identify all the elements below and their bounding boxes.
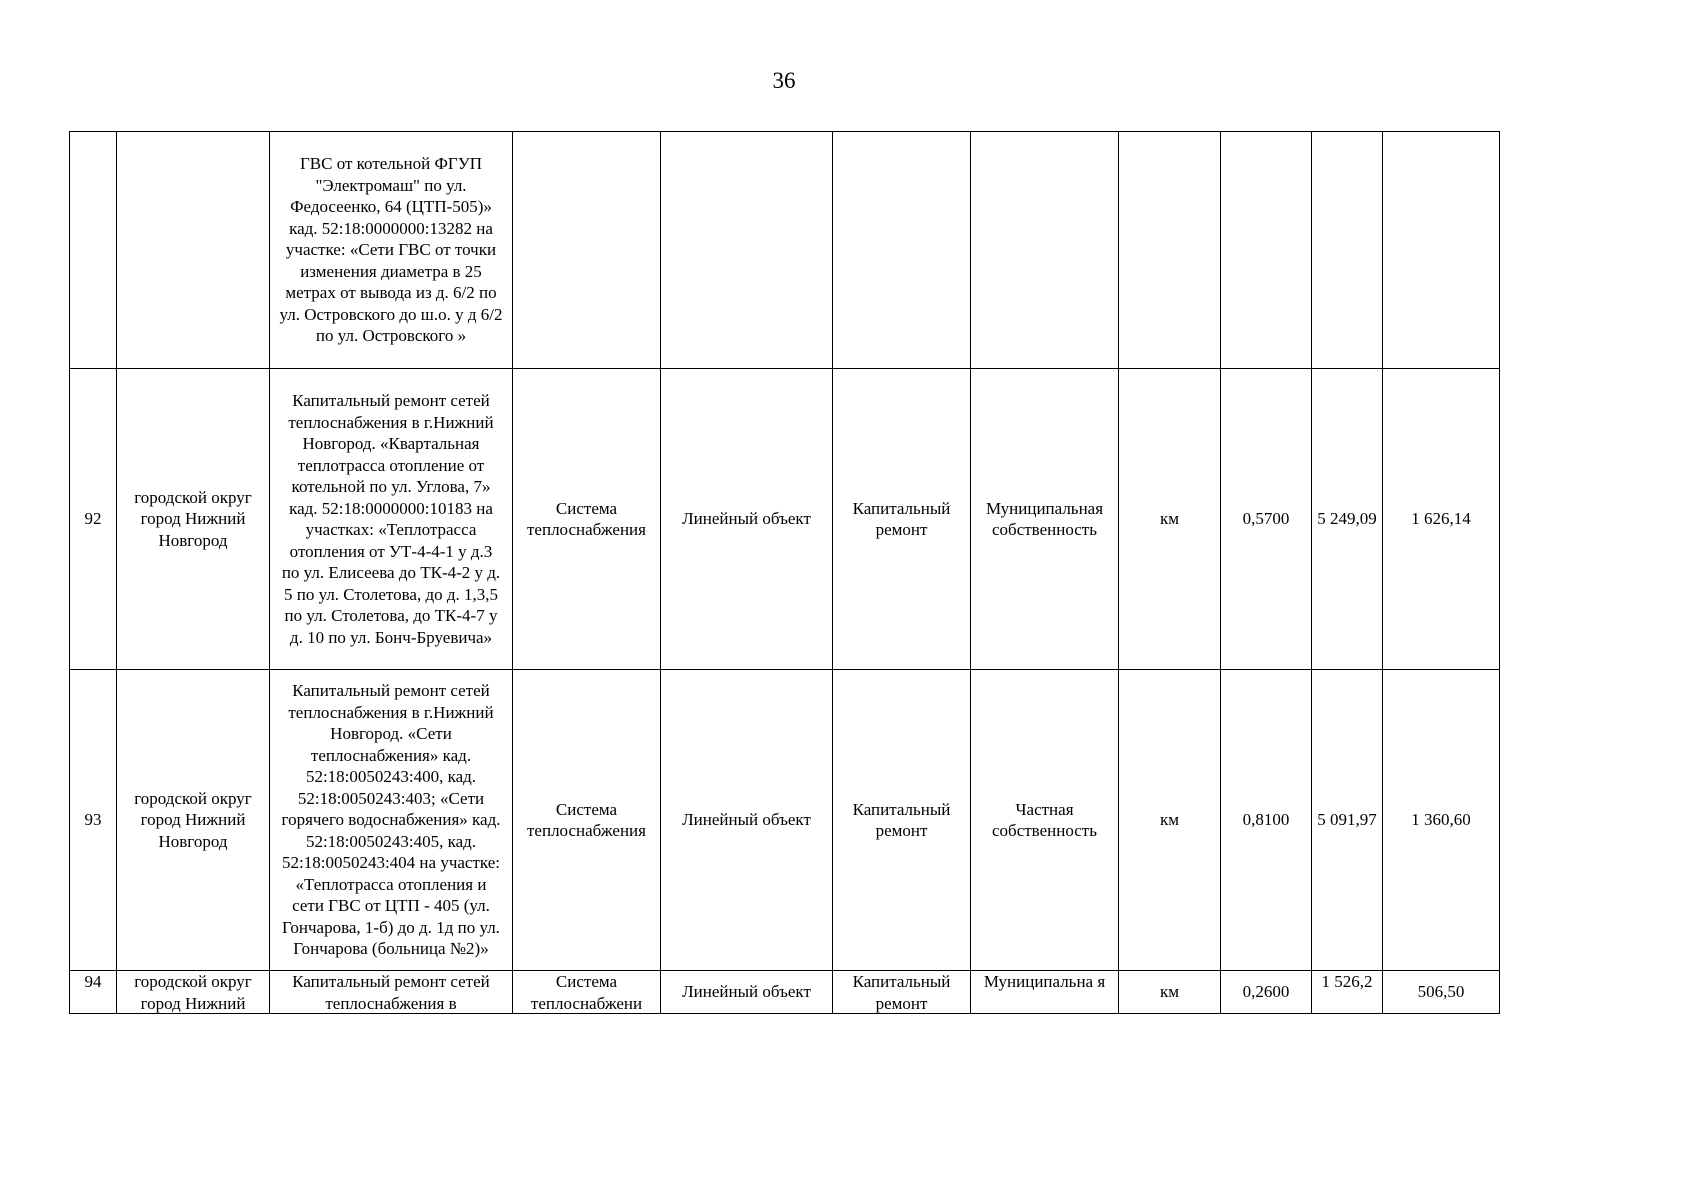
territory-cell xyxy=(117,971,270,1014)
description-text: Капитальный ремонт сетей теплоснабжения в xyxy=(292,972,490,1013)
length-cell: 0,5700 xyxy=(1221,369,1312,670)
object-type-cell xyxy=(661,971,833,1014)
description-cell: Капитальный ремонт сетей теплоснабжения в г.Нижний Новгород. «Квартальная теплотрасса отопление от котельной по ул. Углова, 7» кад. 52:18:0000000:10183 на участках: «Теплотрасса отопления от УТ-4-4-1 у д.3 по ул. Елисеева до ТК-4-2 у д. 5 по ул. Столетова, до д. 1,3,5 по ул. Столетова, до ТК-4-7 у д. 10 по ул. Бонч-Бруевича» xyxy=(270,369,513,670)
ownership-cell xyxy=(971,971,1119,1014)
territory-cell xyxy=(117,132,270,369)
table-row xyxy=(70,971,1500,1014)
row-number-cell xyxy=(70,132,117,369)
unit-cost-cell xyxy=(1383,132,1500,369)
length-cell xyxy=(1221,971,1312,1014)
total-cost-cell: 5 249,09 xyxy=(1312,369,1383,670)
row-number-text: 94 xyxy=(84,972,102,991)
object-type-cell: Линейный объект xyxy=(661,369,833,670)
unit-cost-text: 506,50 xyxy=(1417,982,1465,1001)
unit-cell xyxy=(1119,132,1221,369)
system-cell: Система теплоснабжения xyxy=(513,369,661,670)
object-type-cell xyxy=(661,132,833,369)
description-cell: Капитальный ремонт сетей теплоснабжения в г.Нижний Новгород. «Сети теплоснабжения» кад. 52:18:0050243:400, кад. 52:18:0050243:403; «Сети горячего водоснабжения» кад. 52:18:0050243:405, кад. 52:18:0050243:404 на участке: «Теплотрасса отопления и сети ГВС от ЦТП - 405 (ул. Гончарова, 1-б) до д. 1д по ул. Гончарова (больница №2)» xyxy=(270,670,513,971)
table-row xyxy=(70,132,1500,369)
ownership-cell xyxy=(971,132,1119,369)
territory-cell: городской округ город Нижний Новгород xyxy=(117,369,270,670)
unit-cost-cell xyxy=(1383,971,1500,1014)
object-type-cell: Линейный объект xyxy=(661,670,833,971)
work-type-cell: Капитальный ремонт xyxy=(833,670,971,971)
length-cell: 0,8100 xyxy=(1221,670,1312,971)
object-type-text: Линейный объект xyxy=(682,982,811,1001)
unit-text: км xyxy=(1159,982,1180,1001)
work-type-cell xyxy=(833,971,971,1014)
unit-cell xyxy=(1119,971,1221,1014)
table-row xyxy=(70,369,1500,670)
row-number-cell: 93 xyxy=(70,670,117,971)
length-text: 0,2600 xyxy=(1242,982,1290,1001)
total-cost-cell xyxy=(1312,971,1383,1014)
work-type-cell: Капитальный ремонт xyxy=(833,369,971,670)
ownership-text: Муниципальна я xyxy=(983,972,1106,991)
territory-text: городской округ город Нижний xyxy=(134,972,252,1013)
unit-cell: км xyxy=(1119,369,1221,670)
length-cell xyxy=(1221,132,1312,369)
work-type-cell xyxy=(833,132,971,369)
table-row xyxy=(70,670,1500,971)
ownership-cell: Частная собственность xyxy=(971,670,1119,971)
unit-cost-cell: 1 626,14 xyxy=(1383,369,1500,670)
unit-cost-cell: 1 360,60 xyxy=(1383,670,1500,971)
description-cell: ГВС от котельной ФГУП "Электромаш" по ул. Федосеенко, 64 (ЦТП-505)» кад. 52:18:0000000:13282 на участке: «Сети ГВС от точки изменения диаметра в 25 метрах от вывода из д. 6/2 по ул. Островского до ш.о. у д 6/2 по ул. Островского » xyxy=(270,132,513,369)
total-cost-text: 1 526,2 xyxy=(1321,972,1373,991)
system-cell xyxy=(513,971,661,1014)
territory-cell: городской округ город Нижний Новгород xyxy=(117,670,270,971)
page-number: 36 xyxy=(772,68,796,93)
row-number-cell xyxy=(70,971,117,1014)
system-cell: Система теплоснабжения xyxy=(513,670,661,971)
total-cost-cell: 5 091,97 xyxy=(1312,670,1383,971)
system-text: Система теплоснабжени xyxy=(530,972,643,1013)
works-table xyxy=(69,131,1500,1014)
description-cell xyxy=(270,971,513,1014)
unit-cell: км xyxy=(1119,670,1221,971)
row-number-cell: 92 xyxy=(70,369,117,670)
system-cell xyxy=(513,132,661,369)
total-cost-cell xyxy=(1312,132,1383,369)
ownership-cell: Муниципальная собственность xyxy=(971,369,1119,670)
work-type-text: Капитальный ремонт xyxy=(852,972,951,1013)
